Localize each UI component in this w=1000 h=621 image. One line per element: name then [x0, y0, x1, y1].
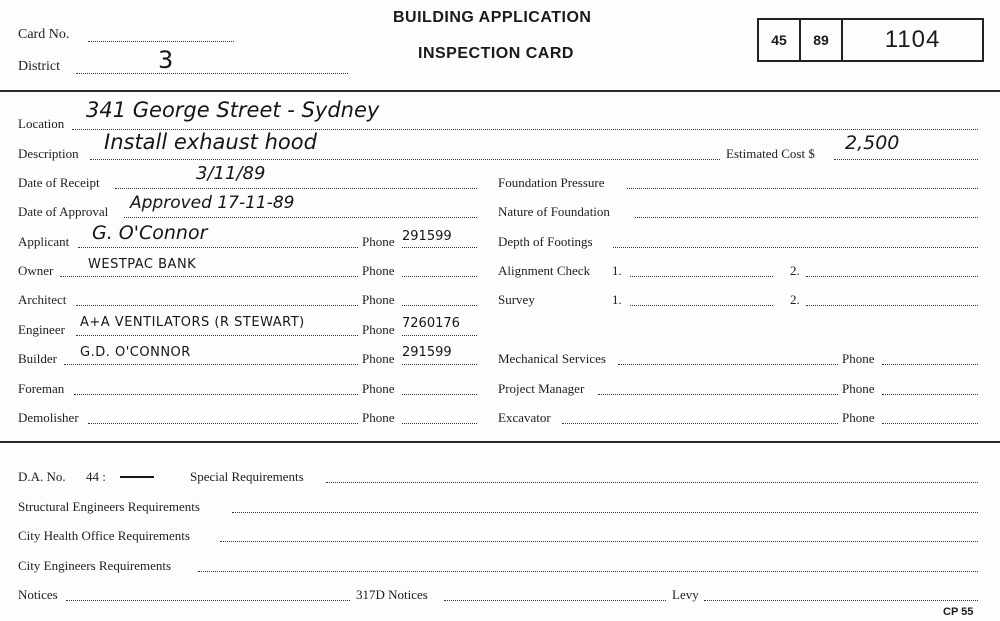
depth-of-footings-field[interactable] [613, 247, 978, 248]
district-label: District [18, 59, 60, 74]
applicant-phone-value: 291599 [402, 229, 452, 244]
alignment-check-field-2[interactable] [806, 276, 978, 277]
builder-label: Builder [18, 351, 57, 366]
description-label: Description [18, 146, 79, 161]
depth-of-footings-label: Depth of Footings [498, 234, 593, 249]
box-number: 1104 [884, 26, 941, 53]
demolisher-phone-field[interactable] [402, 423, 477, 424]
alignment-check-field-1[interactable] [630, 276, 773, 277]
architect-label: Architect [18, 292, 67, 307]
engineer-phone-field[interactable] [402, 335, 477, 336]
architect-field[interactable] [76, 305, 358, 306]
survey-field-1[interactable] [630, 305, 773, 306]
special-requirements-field[interactable] [326, 482, 978, 483]
da-no-label: D.A. No. [18, 469, 66, 484]
details-divider [0, 441, 1000, 443]
application-number-box [757, 18, 984, 62]
excavator-phone-label: Phone [842, 410, 875, 425]
applicant-label: Applicant [18, 234, 70, 249]
title-line-1: BUILDING APPLICATION [393, 9, 592, 26]
builder-phone-value: 291599 [402, 345, 452, 360]
architect-phone-label: Phone [362, 292, 395, 307]
date-of-approval-field[interactable] [124, 217, 477, 218]
owner-value: WESTPAC BANK [88, 257, 197, 272]
survey-num-2: 2. [790, 292, 800, 307]
date-of-approval-label: Date of Approval [18, 204, 109, 219]
excavator-label: Excavator [498, 410, 551, 425]
date-of-receipt-label: Date of Receipt [18, 175, 100, 190]
da-no-value: 44 : [86, 469, 106, 484]
box-code-1: 45 [771, 32, 787, 48]
notices-field[interactable] [66, 600, 350, 601]
engineer-label: Engineer [18, 322, 65, 337]
mechanical-services-phone-field[interactable] [882, 364, 978, 365]
demolisher-label: Demolisher [18, 410, 79, 425]
notices-317d-field[interactable] [444, 600, 666, 601]
district-value: 3 [158, 46, 174, 74]
district-field[interactable] [76, 73, 348, 74]
owner-field[interactable] [60, 276, 358, 277]
owner-phone-field[interactable] [402, 276, 477, 277]
builder-field[interactable] [64, 364, 358, 365]
estimated-cost-value: 2,500 [845, 132, 900, 154]
mechanical-services-phone-label: Phone [842, 351, 875, 366]
foundation-pressure-label: Foundation Pressure [498, 175, 605, 190]
alignment-check-num-2: 2. [790, 263, 800, 278]
mechanical-services-label: Mechanical Services [498, 351, 606, 366]
survey-num-1: 1. [612, 292, 622, 307]
notices-317d-label: 317D Notices [356, 587, 428, 602]
location-value: 341 George Street - Sydney [86, 98, 380, 122]
demolisher-field[interactable] [88, 423, 358, 424]
box-code-2: 89 [813, 32, 829, 48]
foundation-pressure-field[interactable] [627, 188, 978, 189]
levy-field[interactable] [704, 600, 978, 601]
survey-label: Survey [498, 292, 535, 307]
applicant-phone-label: Phone [362, 234, 395, 249]
title-line-2: INSPECTION CARD [418, 45, 574, 62]
builder-phone-label: Phone [362, 351, 395, 366]
description-field[interactable] [90, 159, 720, 160]
card-no-field[interactable] [88, 41, 234, 42]
alignment-check-num-1: 1. [612, 263, 622, 278]
architect-phone-field[interactable] [402, 305, 477, 306]
builder-phone-field[interactable] [402, 364, 477, 365]
applicant-value: G. O'Connor [92, 222, 208, 244]
engineer-phone-value: 7260176 [402, 316, 460, 331]
project-manager-phone-label: Phone [842, 381, 875, 396]
date-of-receipt-value: 3/11/89 [196, 163, 266, 184]
foreman-field[interactable] [74, 394, 358, 395]
applicant-field[interactable] [78, 247, 358, 248]
header-divider [0, 90, 1000, 92]
engineer-field[interactable] [76, 335, 358, 336]
card-no-label: Card No. [18, 27, 70, 42]
project-manager-field[interactable] [598, 394, 838, 395]
city-engineers-label: City Engineers Requirements [18, 558, 172, 573]
city-engineers-field[interactable] [198, 571, 978, 572]
applicant-phone-field[interactable] [402, 247, 477, 248]
nature-of-foundation-field[interactable] [635, 217, 978, 218]
owner-label: Owner [18, 263, 54, 278]
notices-label: Notices [18, 587, 58, 602]
excavator-field[interactable] [562, 423, 838, 424]
foreman-phone-field[interactable] [402, 394, 477, 395]
location-label: Location [18, 116, 65, 131]
excavator-phone-field[interactable] [882, 423, 978, 424]
nature-of-foundation-label: Nature of Foundation [498, 204, 610, 219]
form-code: CP 55 [943, 606, 974, 618]
structural-engineers-label: Structural Engineers Requirements [18, 499, 200, 514]
foreman-phone-label: Phone [362, 381, 395, 396]
engineer-value: A+A VENTILATORS (R STEWART) [80, 315, 305, 330]
project-manager-label: Project Manager [498, 381, 585, 396]
da-no-dash-mark [120, 476, 154, 478]
date-of-approval-value: Approved 17-11-89 [130, 193, 295, 213]
estimated-cost-label: Estimated Cost $ [726, 146, 815, 161]
mechanical-services-field[interactable] [618, 364, 838, 365]
survey-field-2[interactable] [806, 305, 978, 306]
special-requirements-label: Special Requirements [190, 469, 304, 484]
project-manager-phone-field[interactable] [882, 394, 978, 395]
city-health-field[interactable] [220, 541, 978, 542]
alignment-check-label: Alignment Check [498, 263, 591, 278]
estimated-cost-field[interactable] [834, 159, 978, 160]
description-value: Install exhaust hood [104, 130, 317, 154]
levy-label: Levy [672, 587, 699, 602]
builder-value: G.D. O'CONNOR [80, 345, 191, 360]
owner-phone-label: Phone [362, 263, 395, 278]
date-of-receipt-field[interactable] [115, 188, 477, 189]
structural-engineers-field[interactable] [232, 512, 978, 513]
engineer-phone-label: Phone [362, 322, 395, 337]
demolisher-phone-label: Phone [362, 410, 395, 425]
city-health-label: City Health Office Requirements [18, 528, 190, 543]
foreman-label: Foreman [18, 381, 65, 396]
